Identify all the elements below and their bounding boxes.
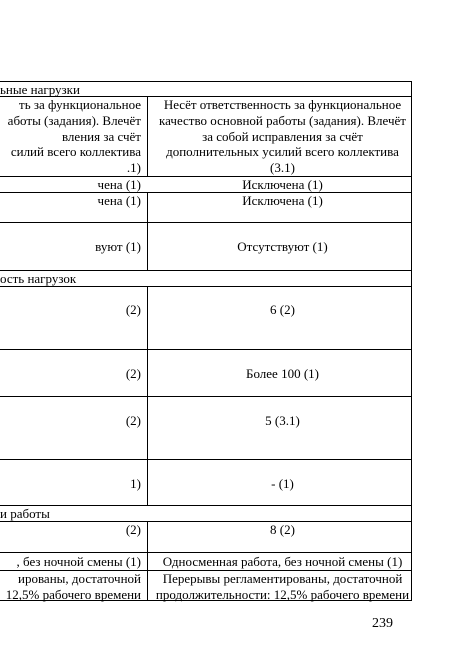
row-b-col2: Исключена (1) xyxy=(242,193,323,208)
row-d-col1: (2) xyxy=(125,302,141,317)
row-c-col1: вуют (1) xyxy=(95,239,141,254)
row-a-col1: чена (1) xyxy=(97,177,141,192)
row-f-col2: 5 (3.1) xyxy=(265,413,300,428)
row-f-col1: (2) xyxy=(125,413,141,428)
row-a-col2: Исключена (1) xyxy=(242,177,323,192)
row-e-col2: Более 100 (1) xyxy=(246,366,319,381)
page-number: 239 xyxy=(372,616,393,631)
row-h-col1: (2) xyxy=(125,522,141,537)
row-responsibility-col2: Несёт ответственность за функциональное качество основной работы (задания). Влечёт за собой исправления за счёт дополнительных усилий всего коллектива (3.1) xyxy=(159,97,406,176)
row-d-col2: 6 (2) xyxy=(270,302,295,317)
row-i-col2: Односменная работа, без ночной смены (1) xyxy=(162,554,403,569)
row-h-col2: 8 (2) xyxy=(270,522,295,537)
row-e-col1: (2) xyxy=(125,366,141,381)
row-j-col2: Перерывы регламентированы, достаточной продолжительности: 12,5% рабочего времени xyxy=(155,571,410,602)
row-responsibility-col1: ть за функциональное аботы (задания). Влечёт вления за счёт силий всего коллектива .1) xyxy=(7,97,141,176)
section-header-monotony: ость нагрузок xyxy=(0,271,77,286)
section-header-physical-loads: ьные нагрузки xyxy=(0,82,80,97)
row-c-col2: Отсутствуют (1) xyxy=(237,239,328,254)
row-g-col2: - (1) xyxy=(271,476,294,491)
row-b-col1: чена (1) xyxy=(97,193,141,208)
row-i-col1: , без ночной смены (1) xyxy=(16,554,141,569)
section-header-work-mode: и работы xyxy=(0,506,50,521)
row-g-col1: 1) xyxy=(130,476,141,491)
row-j-col1: ированы, достаточной 12,5% рабочего времени xyxy=(5,571,141,602)
